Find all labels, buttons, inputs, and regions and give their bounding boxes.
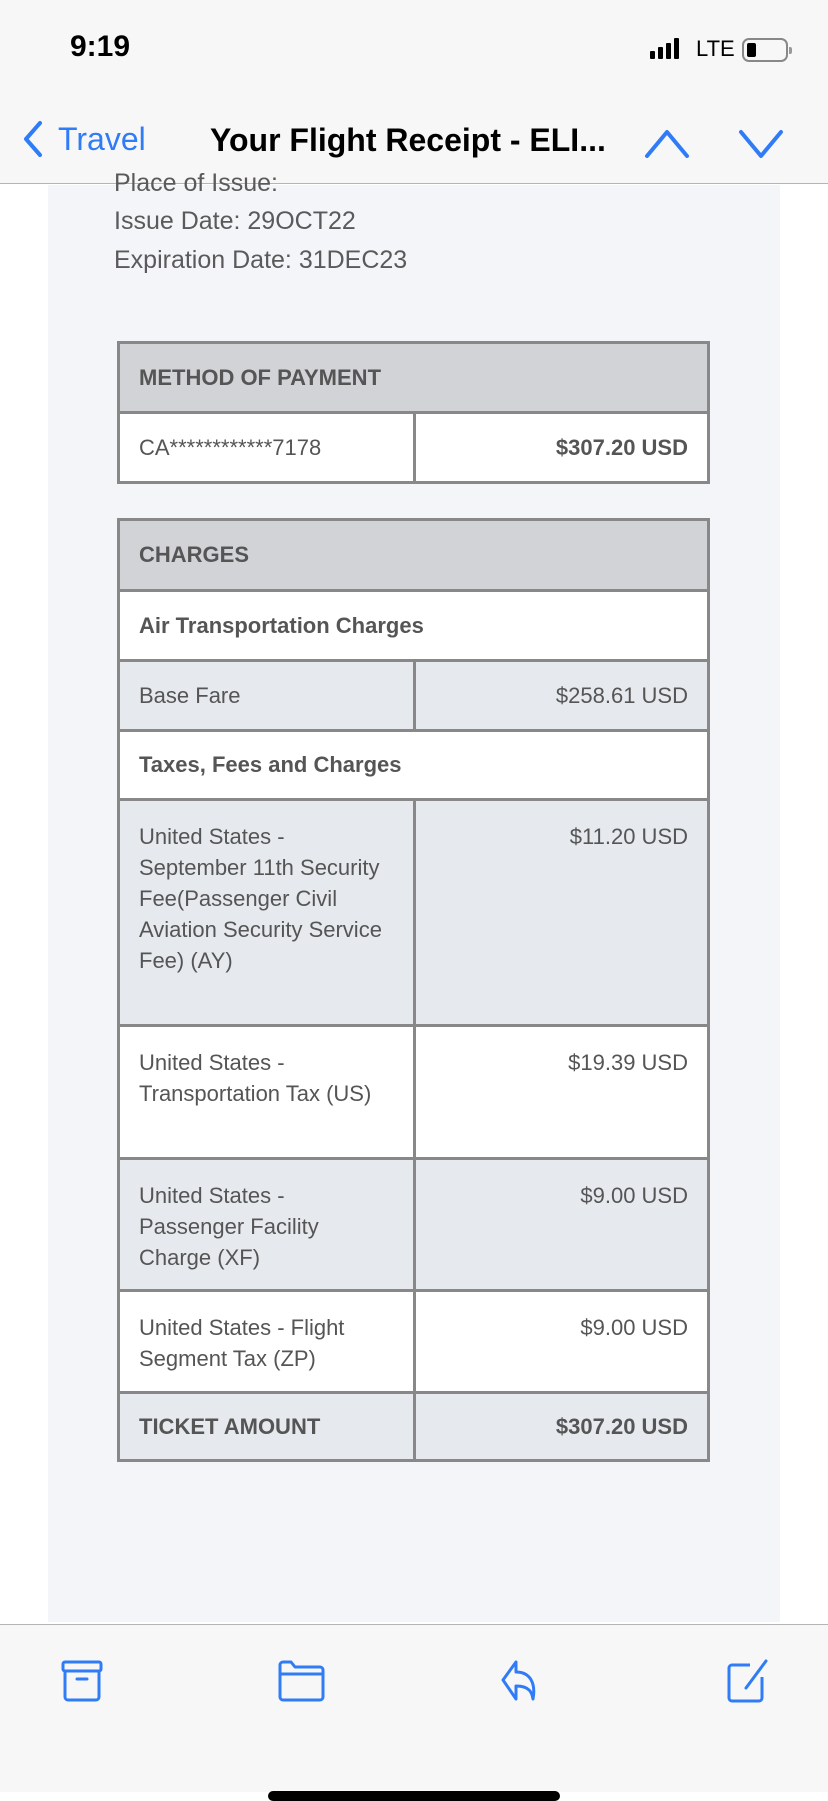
- base-fare-amount: $258.61 USD: [415, 661, 709, 731]
- previous-message-button[interactable]: [644, 126, 690, 160]
- issue-date: Issue Date: 29OCT22: [114, 207, 356, 235]
- back-label: Travel: [58, 120, 146, 157]
- tax-amount: $19.39 USD: [415, 1026, 709, 1159]
- ticket-amount-label: TICKET AMOUNT: [119, 1393, 415, 1461]
- back-button[interactable]: [22, 120, 146, 158]
- charges-table: [117, 518, 710, 1462]
- payment-amount: $307.20 USD: [415, 413, 709, 483]
- next-message-button[interactable]: [738, 126, 784, 160]
- tax-amount: $11.20 USD: [415, 800, 709, 1026]
- bottom-toolbar: [0, 1624, 828, 1792]
- home-indicator[interactable]: [268, 1791, 560, 1801]
- payment-table: [117, 341, 710, 484]
- battery-icon: [742, 38, 788, 62]
- table-row: [119, 661, 709, 731]
- folder-icon[interactable]: [276, 1659, 326, 1703]
- expiration-date: Expiration Date: 31DEC23: [114, 246, 408, 274]
- table-row: [119, 800, 709, 1026]
- charges-header: CHARGES: [119, 520, 709, 591]
- signal-icon: [650, 38, 679, 59]
- network-type: LTE: [696, 36, 735, 61]
- card-number: CA************7178: [119, 413, 415, 483]
- tax-label: United States - Flight Segment Tax (ZP): [119, 1291, 415, 1393]
- table-row: [119, 1291, 709, 1393]
- chevron-left-icon: [22, 120, 44, 158]
- tax-amount: $9.00 USD: [415, 1159, 709, 1291]
- status-bar: [0, 0, 828, 100]
- total-row: [119, 1393, 709, 1461]
- archive-icon[interactable]: [60, 1659, 104, 1703]
- page-title: Your Flight Receipt - ELI...: [210, 122, 606, 158]
- tax-amount: $9.00 USD: [415, 1291, 709, 1393]
- reply-icon[interactable]: [500, 1659, 552, 1703]
- tax-label: United States - September 11th Security Fee(Passenger Civil Aviation Security Service Fee) (AY): [119, 800, 415, 1026]
- payment-header: METHOD OF PAYMENT: [119, 343, 709, 413]
- ticket-amount-value: $307.20 USD: [415, 1393, 709, 1461]
- taxes-section: Taxes, Fees and Charges: [119, 731, 709, 800]
- place-of-issue: Place of Issue:: [114, 169, 278, 197]
- status-time: 9:19: [70, 30, 131, 63]
- table-row: [119, 1026, 709, 1159]
- base-fare-label: Base Fare: [119, 661, 415, 731]
- compose-icon[interactable]: [724, 1659, 770, 1705]
- tax-label: United States - Passenger Facility Charge (XF): [119, 1159, 415, 1291]
- email-body: [48, 169, 780, 1622]
- tax-label: United States - Transportation Tax (US): [119, 1026, 415, 1159]
- air-transportation-section: Air Transportation Charges: [119, 591, 709, 661]
- table-row: [119, 1159, 709, 1291]
